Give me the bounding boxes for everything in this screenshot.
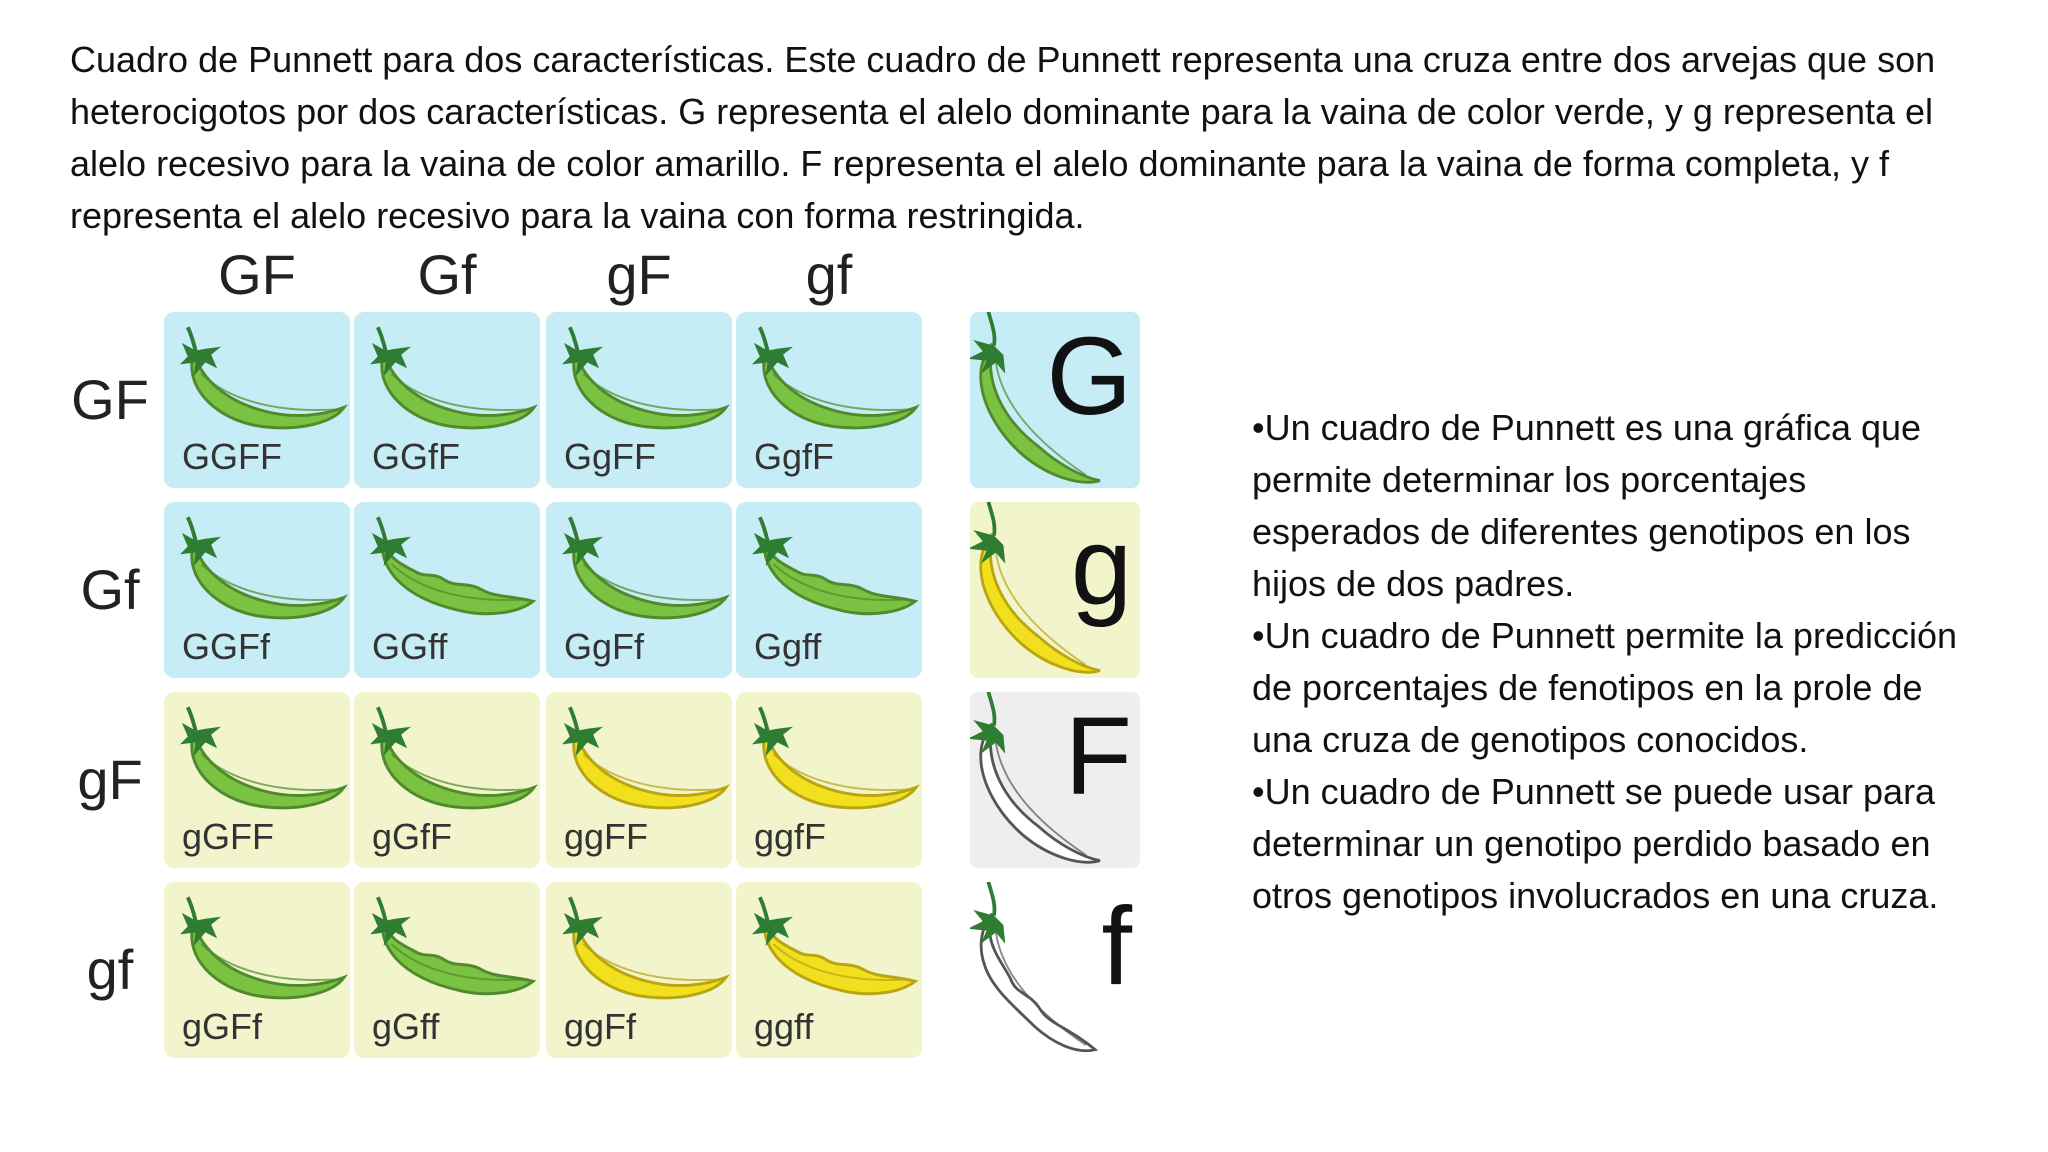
genotype-label: ggff — [754, 1006, 814, 1047]
genotype-label: ggFf — [564, 1006, 637, 1047]
pea-pod-icon — [750, 514, 920, 624]
genotype-label: GGfF — [372, 436, 460, 477]
note-item: • Un cuadro de Punnett permite la predicción de porcentajes de fenotipos en la prole de una cruza de genotipos conocidos. — [1252, 610, 1972, 766]
punnett-cell — [354, 502, 540, 678]
genotype-label: GGff — [372, 626, 448, 667]
punnett-square — [60, 240, 1170, 1090]
row-header: gF — [77, 748, 143, 811]
punnett-cell — [736, 882, 922, 1058]
column-header: Gf — [417, 243, 477, 306]
pea-pod-icon — [368, 894, 538, 1004]
allele-key-item — [970, 502, 1140, 678]
pea-pod-icon — [368, 324, 538, 434]
pea-pod-icon — [560, 514, 730, 624]
punnett-cell — [546, 502, 732, 678]
pea-pod-icon — [178, 894, 348, 1004]
punnett-cell — [546, 882, 732, 1058]
genotype-label: gGfF — [372, 816, 453, 857]
genotype-label: GGFf — [182, 626, 270, 667]
genotype-label: GgFF — [564, 436, 657, 477]
row-header: GF — [71, 368, 149, 431]
allele-key-item — [970, 312, 1140, 488]
punnett-cell — [164, 502, 350, 678]
genotype-label: gGFF — [182, 816, 275, 857]
pea-pod-icon — [750, 894, 920, 1004]
punnett-cell — [736, 502, 922, 678]
punnett-cell — [736, 692, 922, 868]
punnett-cell — [164, 312, 350, 488]
allele-letter: F — [1064, 695, 1132, 818]
pea-pod-icon — [178, 514, 348, 624]
row-header: Gf — [80, 558, 140, 621]
pea-pod-icon — [368, 514, 538, 624]
punnett-cell — [354, 882, 540, 1058]
note-item: • Un cuadro de Punnett se puede usar para determinar un genotipo perdido basado en otros genotipos involucrados en una cruza. — [1252, 766, 1972, 922]
genotype-label: GgFf — [564, 626, 645, 667]
genotype-label: ggfF — [754, 816, 827, 857]
column-header: GF — [218, 243, 296, 306]
pea-pod-icon — [560, 324, 730, 434]
genotype-label: GGFF — [182, 436, 282, 477]
pea-pod-icon — [750, 704, 920, 814]
allele-letter: f — [1101, 885, 1132, 1008]
genotype-label: ggFF — [564, 816, 649, 857]
genotype-label: GgfF — [754, 436, 835, 477]
notes-list — [1252, 402, 1972, 922]
column-header: gf — [805, 243, 853, 306]
pea-pod-icon — [178, 324, 348, 434]
pea-pod-icon — [560, 894, 730, 1004]
note-item: • Un cuadro de Punnett es una gráfica que permite determinar los porcentajes esperados de diferentes genotipos en los hijos de dos padres. — [1252, 402, 1972, 610]
pea-pod-icon — [970, 882, 1114, 1058]
punnett-cell — [354, 692, 540, 868]
punnett-cell — [546, 692, 732, 868]
pea-pod-icon — [368, 704, 538, 814]
allele-letter: G — [1046, 315, 1132, 438]
pea-pod-icon — [560, 704, 730, 814]
row-header: gf — [86, 938, 134, 1001]
allele-letter: g — [1070, 505, 1132, 628]
punnett-cell — [164, 882, 350, 1058]
punnett-cell — [736, 312, 922, 488]
genotype-label: gGFf — [182, 1006, 263, 1047]
punnett-cell — [164, 692, 350, 868]
column-header: gF — [606, 243, 672, 306]
genotype-label: gGff — [372, 1006, 440, 1047]
pea-pod-icon — [178, 704, 348, 814]
pea-pod-icon — [750, 324, 920, 434]
genotype-label: Ggff — [754, 626, 822, 667]
allele-key-item — [970, 692, 1140, 868]
figure-caption: Cuadro de Punnett para dos características. Este cuadro de Punnett representa una cruza entre dos arvejas que son heterocigotos por dos características. G representa el alelo dominante para la vaina de color verde, y g representa el alelo recesivo para la vaina de color amarillo. F representa el alelo dominante para la vaina de forma completa, y f representa el alelo recesivo para la vaina con forma restringida. — [70, 39, 1936, 236]
allele-key-item — [970, 882, 1140, 1058]
punnett-cell — [546, 312, 732, 488]
punnett-cell — [354, 312, 540, 488]
